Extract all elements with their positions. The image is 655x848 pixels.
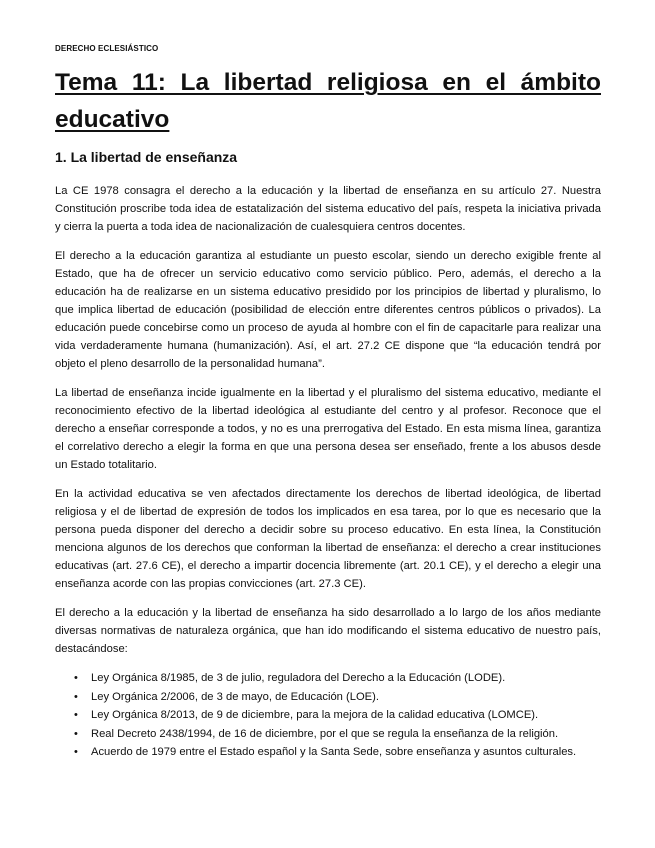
list-item-text: Ley Orgánica 2/2006, de 3 de mayo, de Educación (LOE). bbox=[91, 690, 379, 703]
list-item-text: Ley Orgánica 8/1985, de 3 de julio, reguladora del Derecho a la Educación (LODE). bbox=[91, 672, 506, 684]
list-item-text: Real Decreto 2438/1994, de 16 de diciembre, por el que se regula la enseñanza de la religión. bbox=[91, 727, 559, 740]
legislation-list bbox=[55, 669, 601, 762]
running-header: DERECHO ECLESIÁSTICO bbox=[55, 44, 159, 53]
paragraph-4: En la actividad educativa se ven afectados directamente los derechos de libertad ideológica, de libertad religiosa y el de libertad de expresión de todos los implicados en esa tarea, por lo que es necesario que la persona pueda disponer del derecho a decidir sobre su proceso educativo. En esta línea, la Constitución menciona algunos de los derechos que conforman la libertad de enseñanza: el derecho a crear instituciones educativas (art. 27.6 CE), el derecho a impartir docencia libremente (art. 20.1 CE), y el derecho a elegir una enseñanza acorde con las propias convicciones (art. 27.3 CE). bbox=[55, 488, 601, 590]
paragraph-2: El derecho a la educación garantiza al estudiante un puesto escolar, siendo un derecho exigible frente al Estado, que ha de ofrecer un servicio educativo como servicio público. Pero, además, el derecho a la educación ha de realizarse en un sistema educativo presidido por los principios de libertad y pluralismo, lo que implica libertad de educación (posibilidad de elección entre diferentes centros públicos o privados). La educación puede concebirse como un proceso de ayuda al hombre con el fin de capacitarle para realizar una vida verdaderamente humana (humanización). Así, el art. 27.2 CE dispone que “la educación tendrá por objeto el pleno desarrollo de la personalidad humana”. bbox=[55, 250, 601, 370]
list-item bbox=[55, 669, 601, 688]
list-item bbox=[55, 743, 601, 762]
paragraph-3: La libertad de enseñanza incide igualmente en la libertad y el pluralismo del sistema educativo, mediante el reconocimiento efectivo de la libertad ideológica al estudiante del centro y al profesor. Reconoce que el derecho a enseñar corresponde a todos, y no es una prerrogativa del Estado. En esta misma línea, garantiza el correlativo derecho a elegir la forma en que una persona desea ser enseñado, frente a los abusos desde un Estado totalitario. bbox=[55, 387, 601, 471]
list-item-text: Ley Orgánica 8/2013, de 9 de diciembre, para la mejora de la calidad educativa (LOMCE). bbox=[91, 709, 539, 721]
page-title: Tema 11: La libertad religiosa en el ámbito educativo bbox=[55, 69, 601, 133]
paragraph-5: El derecho a la educación y la libertad de enseñanza ha sido desarrollado a lo largo de los años mediante diversas normativas de naturaleza orgánica, que han ido modificando el sistema educativo de nuestro país, destacándose: bbox=[55, 607, 601, 655]
section-heading: 1. La libertad de enseñanza bbox=[55, 149, 238, 165]
list-item bbox=[55, 725, 601, 744]
bullet-icon: • bbox=[74, 672, 78, 684]
bullet-icon: • bbox=[74, 727, 78, 740]
list-item bbox=[55, 706, 601, 725]
bullet-icon: • bbox=[74, 690, 78, 703]
paragraph-1: La CE 1978 consagra el derecho a la educación y la libertad de enseñanza en su artículo 27. Nuestra Constitución proscribe toda idea de estatalización del sistema educativo del país, respeta la iniciativa privada y cierra la puerta a toda idea de nacionalización de cualesquiera centros docentes. bbox=[55, 185, 601, 233]
list-item-text: Acuerdo de 1979 entre el Estado español y la Santa Sede, sobre enseñanza y asuntos culturales. bbox=[91, 746, 577, 758]
list-item bbox=[55, 688, 601, 707]
bullet-icon: • bbox=[74, 746, 78, 758]
bullet-icon: • bbox=[74, 709, 78, 721]
